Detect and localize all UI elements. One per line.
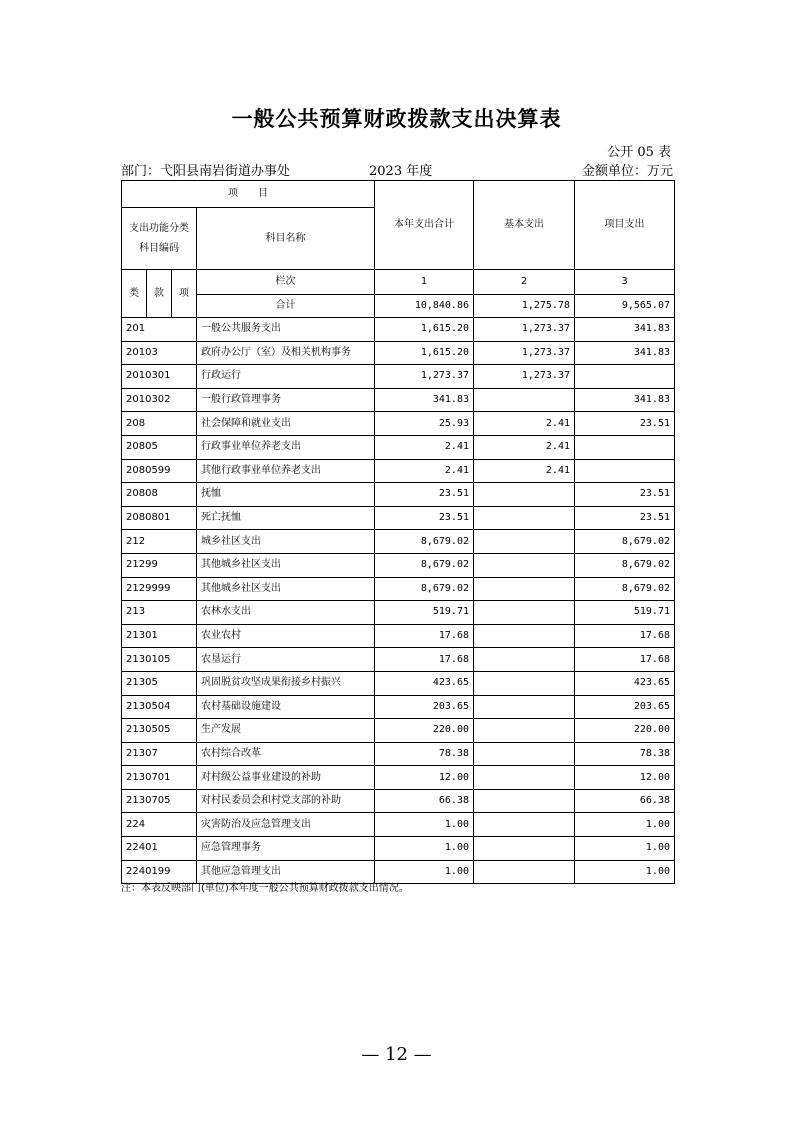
row-name: 对村民委员会和村党支部的补助 (197, 789, 375, 813)
row-name: 农村综合改革 (197, 742, 375, 766)
row-name: 其他城乡社区支出 (197, 577, 375, 601)
row-code: 21299 (122, 553, 197, 577)
unit-label: 金额单位：万元 (581, 164, 673, 179)
table-row (122, 766, 675, 790)
table-row (122, 813, 675, 837)
row-project: 1.00 (575, 860, 675, 884)
row-total: 2.41 (375, 459, 474, 483)
header-lei: 类 (122, 270, 147, 318)
header-func-class-cell (122, 208, 197, 270)
row-code: 208 (122, 412, 197, 436)
header-basic-col: 基本支出 (474, 181, 575, 270)
row-code: 2130701 (122, 766, 197, 790)
row-name: 其他行政事业单位养老支出 (197, 459, 375, 483)
table-row (122, 648, 675, 672)
row-total: 1,615.20 (375, 318, 474, 342)
row-basic (474, 742, 575, 766)
row-project: 1.00 (575, 813, 675, 837)
table-note: 注：本表反映部门(单位)本年度一般公共预算财政拨款支出情况。 (121, 883, 409, 894)
row-code: 2130504 (122, 695, 197, 719)
row-code: 2010301 (122, 365, 197, 389)
row-code: 21305 (122, 671, 197, 695)
table-row (122, 837, 675, 861)
row-basic (474, 860, 575, 884)
row-name: 农垦运行 (197, 648, 375, 672)
table-row (122, 483, 675, 507)
row-name: 其他城乡社区支出 (197, 553, 375, 577)
row-name: 农村基础设施建设 (197, 695, 375, 719)
row-name: 社会保障和就业支出 (197, 412, 375, 436)
row-basic: 1,273.37 (474, 318, 575, 342)
row-code: 22401 (122, 837, 197, 861)
row-project: 203.65 (575, 695, 675, 719)
table-row (122, 530, 675, 554)
header-item: 项 目 (122, 181, 375, 208)
row-project: 78.38 (575, 742, 675, 766)
table-row (122, 719, 675, 743)
row-project: 23.51 (575, 506, 675, 530)
row-project: 8,679.02 (575, 530, 675, 554)
row-name: 农业农村 (197, 624, 375, 648)
sum-total: 10,840.86 (375, 295, 474, 318)
sum-basic: 1,275.78 (474, 295, 575, 318)
header-col2: 2 (474, 270, 575, 295)
table-row (122, 365, 675, 389)
header-total-col: 本年支出合计 (375, 181, 474, 270)
table-row (122, 695, 675, 719)
row-project: 12.00 (575, 766, 675, 790)
row-name: 生产发展 (197, 719, 375, 743)
row-code: 2080599 (122, 459, 197, 483)
row-total: 25.93 (375, 412, 474, 436)
row-total: 8,679.02 (375, 577, 474, 601)
table-row (122, 506, 675, 530)
row-total: 17.68 (375, 624, 474, 648)
page-number: — 12 — (361, 1044, 432, 1065)
row-name: 死亡抚恤 (197, 506, 375, 530)
row-name: 行政事业单位养老支出 (197, 435, 375, 459)
row-code: 2130505 (122, 719, 197, 743)
header-column-order: 栏次 (197, 270, 375, 295)
row-code: 2240199 (122, 860, 197, 884)
table-row (122, 789, 675, 813)
row-basic (474, 577, 575, 601)
row-project: 1.00 (575, 837, 675, 861)
row-code: 212 (122, 530, 197, 554)
row-total: 66.38 (375, 789, 474, 813)
row-name: 巩固脱贫攻坚成果衔接乡村振兴 (197, 671, 375, 695)
page-title: 一般公共预算财政拨款支出决算表 (231, 106, 562, 131)
row-basic: 2.41 (474, 435, 575, 459)
meta-line (121, 160, 673, 178)
table-row (122, 577, 675, 601)
row-total: 8,679.02 (375, 530, 474, 554)
row-total: 1,273.37 (375, 365, 474, 389)
header-row-1 (122, 181, 675, 208)
row-project: 8,679.02 (575, 553, 675, 577)
row-project: 341.83 (575, 341, 675, 365)
row-name: 其他应急管理支出 (197, 860, 375, 884)
row-code: 2130105 (122, 648, 197, 672)
row-project: 220.00 (575, 719, 675, 743)
form-number: 公开 05 表 (607, 145, 671, 160)
header-col1: 1 (375, 270, 474, 295)
row-code: 2130705 (122, 789, 197, 813)
row-basic: 2.41 (474, 412, 575, 436)
row-name: 农林水支出 (197, 601, 375, 625)
header-row-3 (122, 270, 675, 295)
row-project: 341.83 (575, 388, 675, 412)
row-total: 78.38 (375, 742, 474, 766)
row-basic (474, 530, 575, 554)
row-name: 政府办公厅（室）及相关机构事务 (197, 341, 375, 365)
department-label: 部门：弋阳县南岩街道办事处 (121, 164, 291, 179)
row-code: 21307 (122, 742, 197, 766)
row-project: 17.68 (575, 648, 675, 672)
row-basic (474, 789, 575, 813)
year-label: 2023 年度 (369, 164, 433, 179)
row-project: 23.51 (575, 412, 675, 436)
row-basic: 2.41 (474, 459, 575, 483)
table-row (122, 601, 675, 625)
row-basic: 1,273.37 (474, 365, 575, 389)
row-total: 23.51 (375, 506, 474, 530)
row-basic (474, 837, 575, 861)
row-project (575, 459, 675, 483)
row-total: 423.65 (375, 671, 474, 695)
expenditure-table (121, 180, 675, 884)
row-name: 一般公共服务支出 (197, 318, 375, 342)
row-total: 1.00 (375, 860, 474, 884)
table-row (122, 671, 675, 695)
row-code: 2010302 (122, 388, 197, 412)
row-total: 1,615.20 (375, 341, 474, 365)
row-project: 17.68 (575, 624, 675, 648)
row-name: 应急管理事务 (197, 837, 375, 861)
row-total: 341.83 (375, 388, 474, 412)
table-row (122, 388, 675, 412)
sum-row (122, 295, 675, 318)
row-name: 行政运行 (197, 365, 375, 389)
table-row (122, 624, 675, 648)
row-total: 2.41 (375, 435, 474, 459)
row-code: 20808 (122, 483, 197, 507)
header-project-col: 项目支出 (575, 181, 675, 270)
row-basic (474, 601, 575, 625)
table-row (122, 318, 675, 342)
row-basic (474, 624, 575, 648)
table-row (122, 459, 675, 483)
row-total: 12.00 (375, 766, 474, 790)
row-code: 20103 (122, 341, 197, 365)
row-project: 519.71 (575, 601, 675, 625)
row-total: 23.51 (375, 483, 474, 507)
table-row (122, 435, 675, 459)
table-row (122, 412, 675, 436)
row-project: 66.38 (575, 789, 675, 813)
table-row (122, 553, 675, 577)
row-code: 213 (122, 601, 197, 625)
row-code: 20805 (122, 435, 197, 459)
row-basic (474, 388, 575, 412)
row-basic (474, 553, 575, 577)
row-basic (474, 671, 575, 695)
row-project: 423.65 (575, 671, 675, 695)
header-func-class: 支出功能分类 (129, 222, 189, 234)
header-kuan: 款 (147, 270, 172, 318)
row-total: 1.00 (375, 837, 474, 861)
row-basic (474, 648, 575, 672)
row-name: 对村级公益事业建设的补助 (197, 766, 375, 790)
row-name: 抚恤 (197, 483, 375, 507)
row-project (575, 435, 675, 459)
row-total: 1.00 (375, 813, 474, 837)
row-project: 8,679.02 (575, 577, 675, 601)
row-basic (474, 813, 575, 837)
row-code: 224 (122, 813, 197, 837)
row-name: 一般行政管理事务 (197, 388, 375, 412)
row-project: 341.83 (575, 318, 675, 342)
row-code: 2080801 (122, 506, 197, 530)
row-total: 17.68 (375, 648, 474, 672)
row-total: 8,679.02 (375, 553, 474, 577)
table-row (122, 742, 675, 766)
row-total: 220.00 (375, 719, 474, 743)
header-col3: 3 (575, 270, 675, 295)
header-subject-code: 科目编码 (139, 242, 179, 254)
row-code: 21301 (122, 624, 197, 648)
header-subject-name: 科目名称 (197, 208, 375, 270)
row-total: 203.65 (375, 695, 474, 719)
sum-project: 9,565.07 (575, 295, 675, 318)
row-project: 23.51 (575, 483, 675, 507)
row-basic (474, 719, 575, 743)
sum-label: 合计 (197, 295, 375, 318)
row-basic (474, 506, 575, 530)
header-xiang: 项 (172, 270, 197, 318)
row-basic (474, 695, 575, 719)
table-row (122, 341, 675, 365)
row-name: 灾害防治及应急管理支出 (197, 813, 375, 837)
row-name: 城乡社区支出 (197, 530, 375, 554)
row-code: 2129999 (122, 577, 197, 601)
row-total: 519.71 (375, 601, 474, 625)
row-basic: 1,273.37 (474, 341, 575, 365)
row-basic (474, 483, 575, 507)
row-project (575, 365, 675, 389)
row-code: 201 (122, 318, 197, 342)
row-basic (474, 766, 575, 790)
